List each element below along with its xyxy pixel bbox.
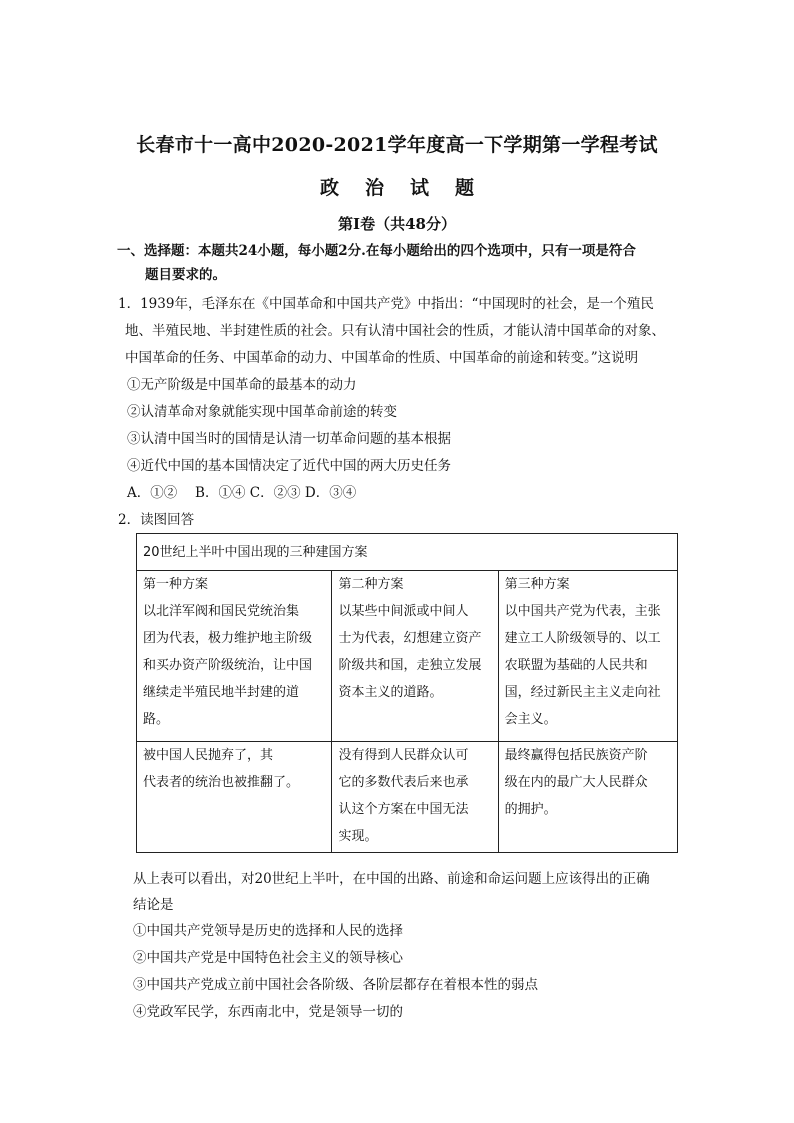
plan-text: 以中国共产党为代表，主张 — [504, 604, 661, 619]
plan-text: 和买办资产阶级统治，让中国 — [143, 658, 313, 673]
plan-text: 资本主义的道路。 — [338, 685, 443, 700]
q1-stem-line: 地、半殖民地、半封建性质的社会。只有认清中国社会的性质，才能认清中国革命的对象、 — [125, 323, 665, 339]
subject-char: 政 — [319, 177, 339, 199]
section-instructions-cont: 题目要求的。 — [145, 267, 226, 283]
q2-conclusion-prompt: 结论是 — [133, 897, 174, 913]
plan-text: 阶级共和国，走独立发展 — [338, 658, 482, 673]
subject-char: 治 — [364, 177, 384, 199]
outcome-text: 的拥护。 — [504, 802, 557, 817]
part-heading: 第Ⅰ卷（共48分） — [338, 215, 456, 233]
plan-text: 会主义。 — [504, 712, 557, 727]
plan-text: 继续走半殖民地半封建的道 — [143, 685, 300, 700]
q2-option: ②中国共产党是中国特色社会主义的领导核心 — [133, 950, 403, 966]
q2-option: ④党政军民学，东西南北中，党是领导一切的 — [133, 1004, 403, 1020]
q2-stem: 2．读图回答 — [118, 512, 195, 528]
q2-conclusion-prompt: 从上表可以看出，对20世纪上半叶，在中国的出路、前途和命运问题上应该得出的正确 — [133, 871, 650, 887]
plan-text: 路。 — [143, 712, 170, 727]
outcome-text: 它的多数代表后来也承 — [338, 775, 469, 790]
plan-text: 士为代表，幻想建立资产 — [338, 631, 482, 646]
outcome-cell — [498, 742, 677, 853]
q2-option: ①中国共产党领导是历史的选择和人民的选择 — [133, 923, 403, 939]
outcome-text: 认这个方案在中国无法 — [338, 802, 469, 817]
q1-option: ①无产阶级是中国革命的最基本的动力 — [127, 377, 357, 393]
plan-name: 第二种方案 — [338, 577, 404, 592]
plans-table — [136, 533, 678, 853]
plan-cell — [137, 571, 332, 742]
outcome-cell — [332, 742, 498, 853]
outcome-text: 被中国人民抛弃了，其 — [143, 748, 274, 763]
plan-text: 以北洋军阀和国民党统治集 — [143, 604, 300, 619]
outcome-text: 代表者的统治也被推翻了。 — [143, 775, 300, 790]
outcome-text: 级在内的最广大人民群众 — [504, 775, 648, 790]
plan-name: 第三种方案 — [504, 577, 570, 592]
subject-char: 试 — [410, 177, 430, 199]
q2-option: ③中国共产党成立前中国社会各阶级、各阶层都存在着根本性的弱点 — [133, 977, 538, 993]
plan-text: 农联盟为基础的人民共和 — [504, 658, 648, 673]
q1-option: ④近代中国的基本国情决定了近代中国的两大历史任务 — [127, 458, 451, 474]
outcome-cell — [137, 742, 332, 853]
exam-title: 长春市十一高中2020-2021学年度高一下学期第一学程考试 — [136, 134, 658, 156]
plan-cell — [332, 571, 498, 742]
section-instructions: 一、选择题：本题共24小题，每小题2分.在每小题给出的四个选项中，只有一项是符合 — [117, 243, 636, 259]
subject-char: 题 — [455, 177, 475, 199]
table-caption: 20世纪上半叶中国出现的三种建国方案 — [137, 534, 678, 571]
plan-text: 建立工人阶级领导的、以工 — [504, 631, 661, 646]
plan-cell — [498, 571, 677, 742]
q1-option: ③认清中国当时的国情是认清一切革命问题的基本根据 — [127, 431, 451, 447]
subject-title — [0, 173, 794, 200]
q1-option: ②认清革命对象就能实现中国革命前途的转变 — [127, 404, 397, 420]
q1-answer-choices: A．①② B．①④ C．②③ D．③④ — [127, 485, 357, 501]
plan-text: 以某些中间派或中间人 — [338, 604, 469, 619]
plan-text: 国，经过新民主主义走向社 — [504, 685, 661, 700]
plan-text: 团为代表，极力维护地主阶级 — [143, 631, 313, 646]
outcome-text: 没有得到人民群众认可 — [338, 748, 469, 763]
outcome-text: 最终赢得包括民族资产阶 — [504, 748, 648, 763]
outcome-text: 实现。 — [338, 829, 378, 844]
q1-stem-line: 中国革命的任务、中国革命的动力、中国革命的性质、中国革命的前途和转变。”这说明 — [125, 350, 639, 366]
plan-name: 第一种方案 — [143, 577, 209, 592]
q1-stem-line: 1．1939年，毛泽东在《中国革命和中国共产党》中指出：“中国现时的社会，是一个殖民 — [118, 296, 654, 312]
